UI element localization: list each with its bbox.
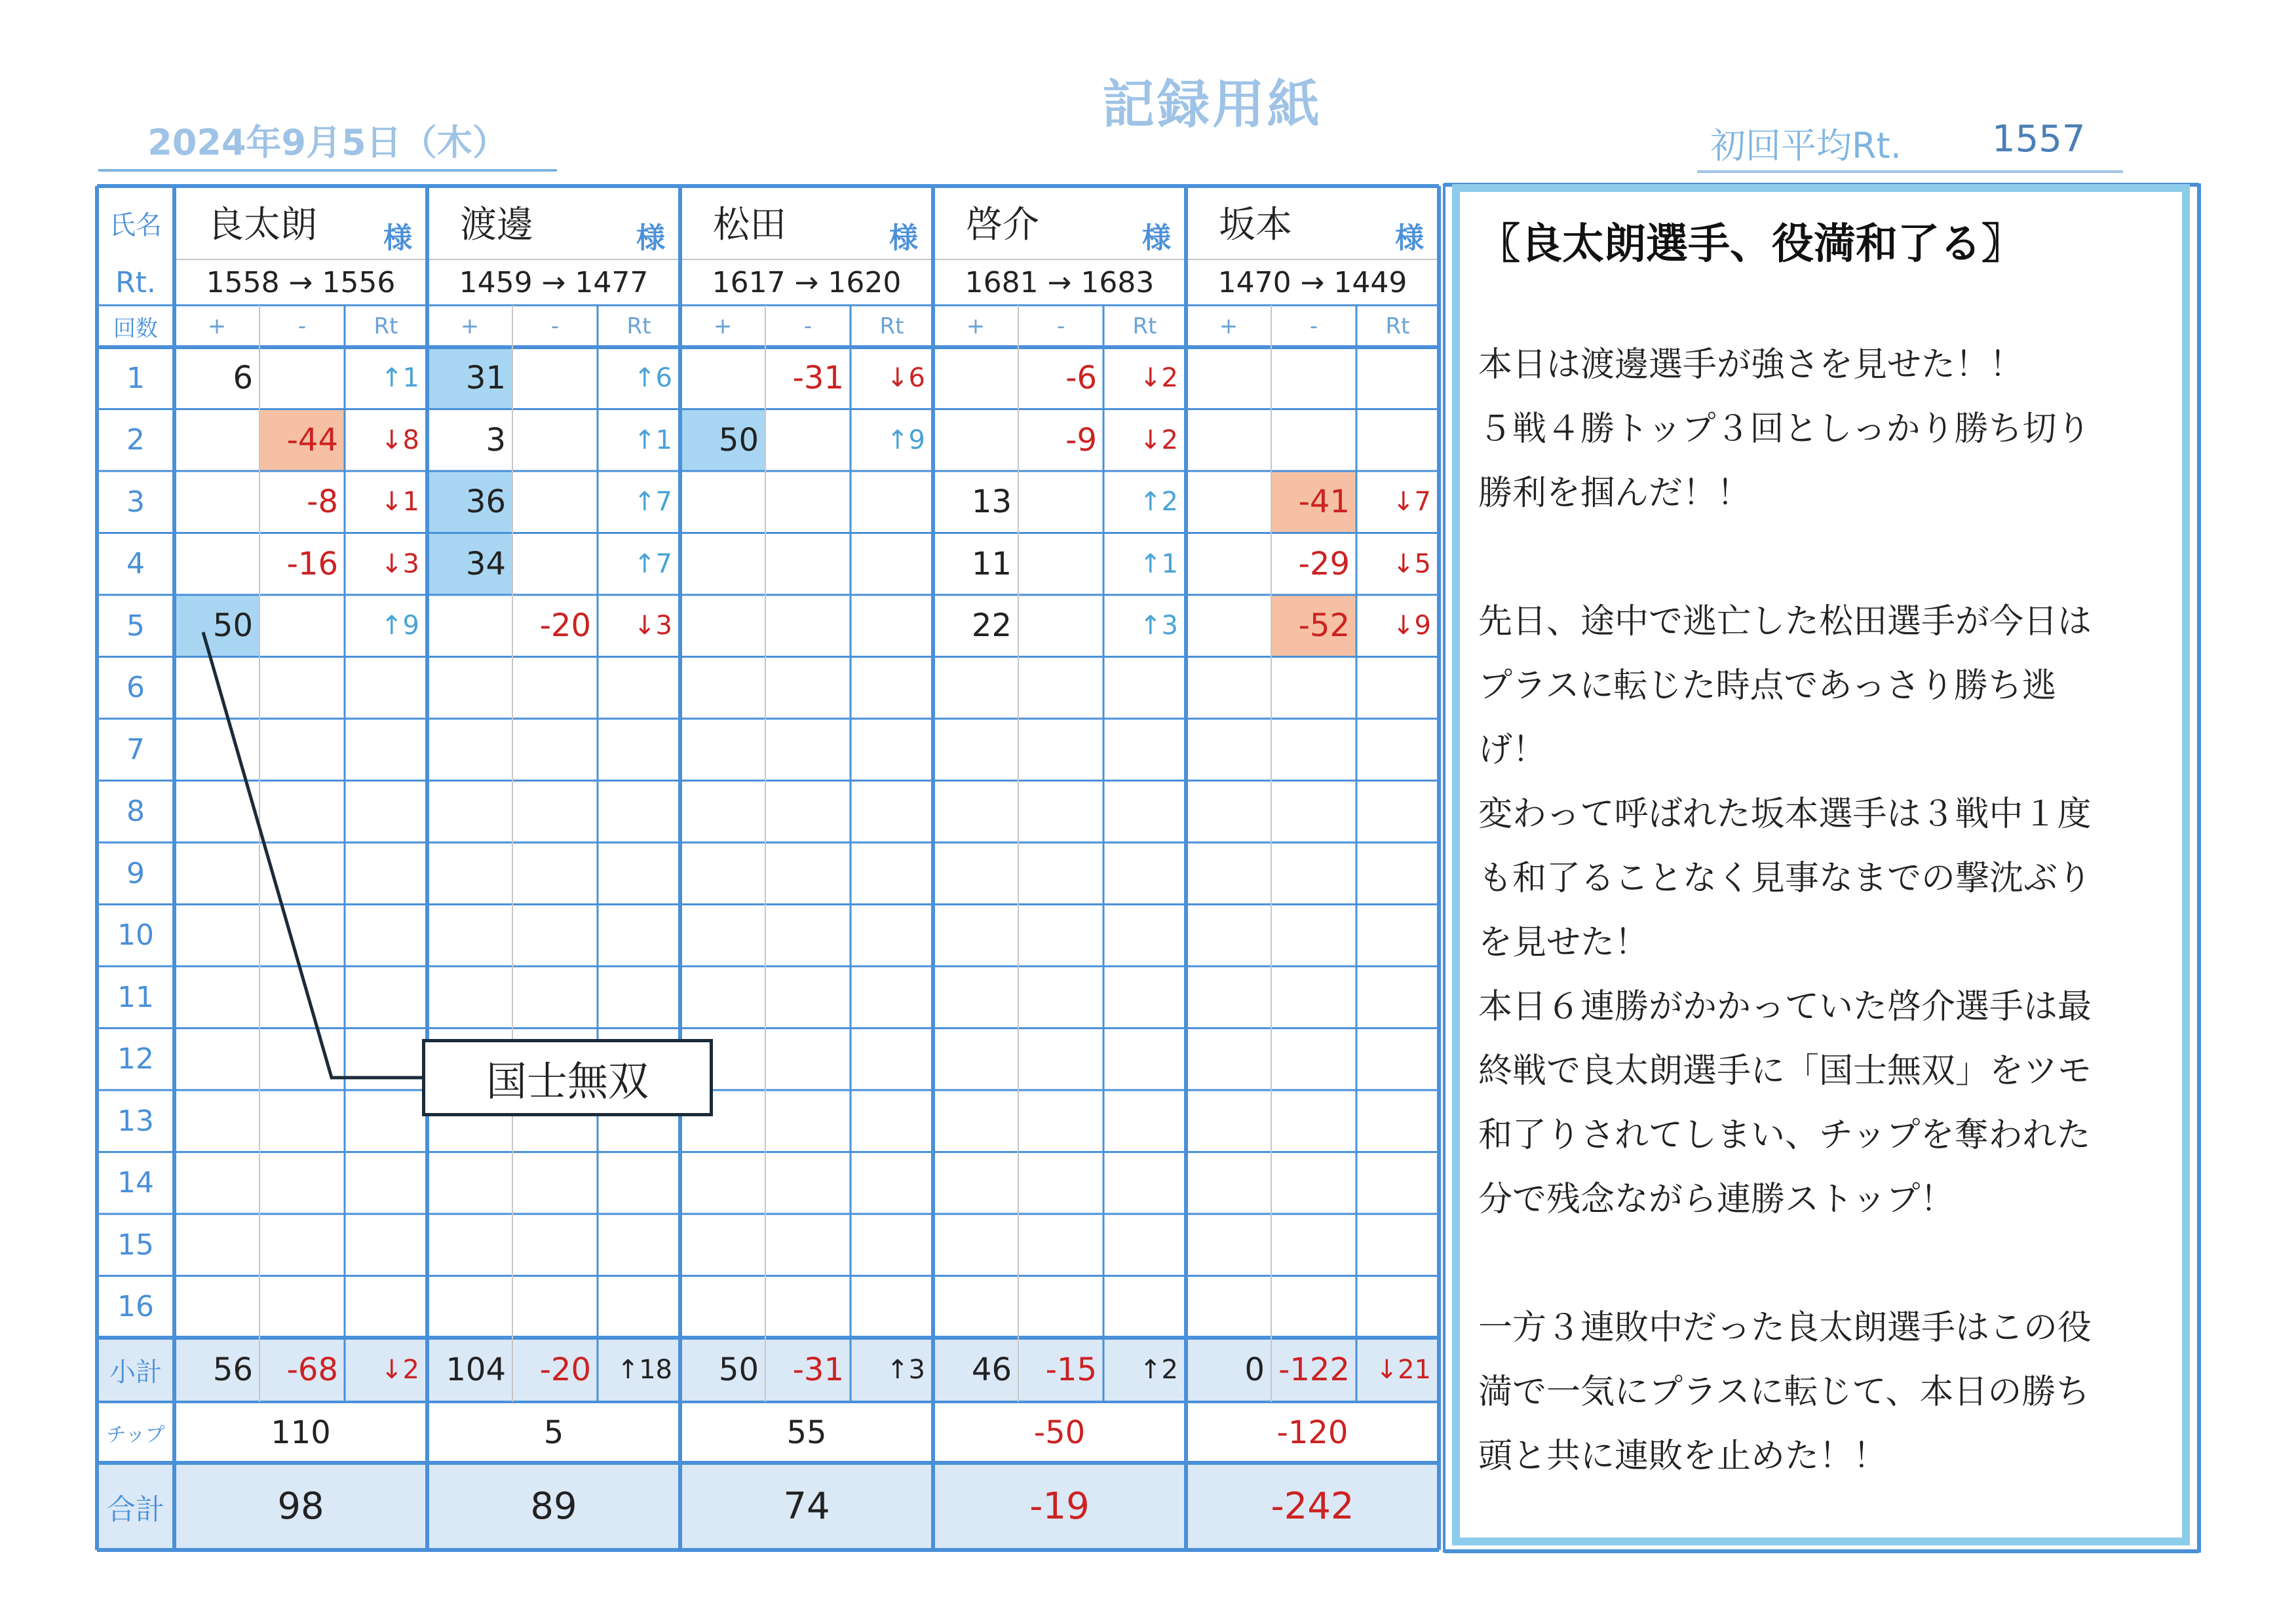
score-plus: 50 xyxy=(212,607,253,645)
subheader-plus: + xyxy=(460,313,480,339)
comment-line: 変わって呼ばれた坂本選手は３戦中１度 xyxy=(1478,795,2092,834)
score-minus: -29 xyxy=(1298,545,1350,582)
subtotal-minus: -122 xyxy=(1278,1351,1350,1388)
rating-delta xyxy=(851,471,933,533)
subheader-rt: Rt xyxy=(1385,313,1410,339)
rating-delta: ↑7 xyxy=(634,548,672,579)
comment-body xyxy=(1478,333,2186,1488)
player-name: 坂本 xyxy=(1219,204,1292,246)
subtotal-rating-delta: ↓2 xyxy=(381,1355,419,1385)
score-plus xyxy=(1186,347,1271,409)
rating-delta: ↓6 xyxy=(887,363,925,394)
round-number: 8 xyxy=(126,795,145,829)
round-number: 11 xyxy=(117,980,154,1014)
score-minus: -9 xyxy=(1065,421,1097,459)
comment-line xyxy=(1478,1232,2186,1296)
player-rating-change: 1470 → 1449 xyxy=(1217,265,1407,299)
comment-line: 分で残念ながら連勝ストップ！ xyxy=(1478,1180,1955,1219)
subtotal-plus: 104 xyxy=(446,1351,506,1388)
subheader-minus: - xyxy=(1056,313,1065,339)
round-number: 14 xyxy=(117,1166,154,1200)
score-minus xyxy=(512,409,598,472)
chip-value: 55 xyxy=(786,1414,827,1451)
honorific-label: 様 xyxy=(889,221,918,255)
rating-delta xyxy=(1356,409,1439,472)
score-plus xyxy=(1186,471,1271,533)
rating-delta: ↓7 xyxy=(1392,487,1431,518)
round-number: 2 xyxy=(126,423,145,457)
total-value: -242 xyxy=(1271,1485,1354,1528)
score-plus xyxy=(174,533,259,595)
comment-line: 満で一気にプラスに転じて、本日の勝ち xyxy=(1478,1372,2090,1412)
rating-delta: ↓8 xyxy=(381,425,419,455)
rating-delta: ↑1 xyxy=(381,363,419,394)
player-rating-change: 1459 → 1477 xyxy=(459,265,649,299)
comment-box xyxy=(1460,191,2186,1538)
honorific-label: 様 xyxy=(636,221,665,255)
score-plus xyxy=(1186,533,1271,595)
label-round: 回数 xyxy=(113,315,158,342)
total-value: -19 xyxy=(1029,1485,1090,1528)
subtotal-minus: -68 xyxy=(286,1351,338,1388)
total-value: 98 xyxy=(277,1485,324,1528)
score-minus: -8 xyxy=(307,483,338,521)
score-minus xyxy=(512,347,598,409)
score-plus xyxy=(933,347,1018,409)
score-plus: 50 xyxy=(718,421,759,459)
score-plus xyxy=(174,471,259,533)
label-rating: Rt. xyxy=(115,265,156,299)
round-number: 3 xyxy=(126,485,145,519)
score-minus: -44 xyxy=(286,421,338,459)
date-label: 2024年9月5日（木） xyxy=(147,122,508,163)
subheader-rt: Rt xyxy=(1132,313,1157,339)
rating-delta: ↑7 xyxy=(634,487,672,518)
subheader-minus: - xyxy=(550,313,560,339)
subheader-rt: Rt xyxy=(879,313,904,339)
rating-delta: ↓3 xyxy=(634,611,672,641)
comment-title: 〖良太朗選手、役満和了る〗 xyxy=(1478,220,2023,269)
score-minus: -41 xyxy=(1298,483,1350,521)
score-plus xyxy=(174,409,259,472)
page-title: 記録用紙 xyxy=(1102,74,1322,135)
chip-value: -120 xyxy=(1276,1414,1349,1451)
score-minus: -20 xyxy=(539,607,591,645)
player-rating-change: 1558 → 1556 xyxy=(206,265,396,299)
comment-line: 頭と共に連敗を止めた！！ xyxy=(1478,1437,1888,1476)
score-plus xyxy=(1186,409,1271,472)
round-number: 5 xyxy=(126,609,145,643)
player-rating-change: 1681 → 1683 xyxy=(965,265,1155,299)
average-rating-value: 1557 xyxy=(1992,118,2086,161)
subtotal-minus: -20 xyxy=(539,1351,591,1388)
chip-value: -50 xyxy=(1033,1414,1086,1451)
subheader-minus: - xyxy=(297,313,307,339)
score-plus xyxy=(1186,595,1271,657)
subtotal-plus: 50 xyxy=(718,1351,759,1388)
round-number: 7 xyxy=(126,732,145,766)
subtotal-rating-delta: ↓21 xyxy=(1375,1355,1431,1385)
round-number: 4 xyxy=(126,547,145,581)
player-name: 啓介 xyxy=(966,204,1039,246)
score-plus: 13 xyxy=(971,483,1012,521)
rating-delta: ↓1 xyxy=(381,487,419,518)
callout-connector xyxy=(203,632,423,1078)
subtotal-rating-delta: ↑2 xyxy=(1139,1355,1178,1385)
score-plus: 6 xyxy=(233,360,253,397)
chip-value: 110 xyxy=(271,1414,331,1451)
score-minus xyxy=(1018,533,1103,595)
rating-delta: ↑1 xyxy=(1139,548,1178,579)
score-minus xyxy=(512,471,598,533)
total-value: 74 xyxy=(783,1485,830,1528)
round-number: 9 xyxy=(126,856,145,890)
round-number: 10 xyxy=(117,918,154,953)
score-plus xyxy=(680,595,765,657)
comment-line: 和了りされてしまい、チップを奪われた xyxy=(1478,1116,2091,1155)
subheader-plus: + xyxy=(1219,313,1238,339)
subheader-minus: - xyxy=(803,313,813,339)
score-minus xyxy=(765,471,851,533)
rating-delta: ↑1 xyxy=(634,425,672,455)
score-minus xyxy=(1271,409,1356,472)
player-rating-change: 1617 → 1620 xyxy=(712,265,902,299)
score-minus xyxy=(259,595,345,657)
comment-line: も和了ることなく見事なまでの撃沈ぶり xyxy=(1478,859,2092,898)
round-number: 6 xyxy=(126,671,145,705)
comment-line: 本日６連勝がかかっていた啓介選手は最 xyxy=(1478,987,2092,1027)
subtotal-plus: 56 xyxy=(212,1351,253,1388)
subheader-plus: + xyxy=(207,313,227,339)
honorific-label: 様 xyxy=(1142,221,1171,255)
score-minus xyxy=(1271,347,1356,409)
score-plus xyxy=(680,347,765,409)
comment-line: 終戦で良太朗選手に「国士無双」をツモ xyxy=(1478,1051,2092,1091)
subtotal-minus: -31 xyxy=(792,1351,844,1388)
comment-line: ５戦４勝トップ３回としっかり勝ち切り xyxy=(1478,409,2091,449)
round-number: 12 xyxy=(117,1042,154,1076)
label-name: 氏名 xyxy=(109,210,162,240)
subtotal-plus: 0 xyxy=(1244,1351,1265,1388)
comment-line: を見せた！ xyxy=(1478,923,1649,962)
comment-line: 勝利を掴んだ！！ xyxy=(1478,474,1751,513)
score-minus xyxy=(512,533,598,595)
round-number: 15 xyxy=(117,1228,154,1262)
honorific-label: 様 xyxy=(1395,221,1424,255)
player-name: 渡邊 xyxy=(460,204,533,246)
rating-delta: ↑6 xyxy=(634,363,672,394)
chip-value: 5 xyxy=(543,1414,564,1451)
rating-delta: ↓2 xyxy=(1139,363,1178,394)
rating-delta: ↑9 xyxy=(887,425,925,455)
comment-line: プラスに転じた時点であっさり勝ち逃 xyxy=(1478,666,2056,706)
subheader-rt: Rt xyxy=(626,313,651,339)
average-rating-label: 初回平均Rt. xyxy=(1710,125,1902,166)
comment-line xyxy=(1478,525,2186,590)
score-minus xyxy=(765,595,851,657)
subtotal-rating-delta: ↑3 xyxy=(887,1355,925,1385)
score-plus: 36 xyxy=(465,483,506,521)
score-minus: -16 xyxy=(286,545,338,582)
rating-delta xyxy=(851,595,933,657)
score-minus: -31 xyxy=(792,360,844,397)
rating-delta: ↓3 xyxy=(381,548,419,579)
total-value: 89 xyxy=(530,1485,577,1528)
subtotal-rating-delta: ↑18 xyxy=(617,1355,672,1385)
comment-line: げ！ xyxy=(1478,730,1547,770)
subheader-rt: Rt xyxy=(373,313,398,339)
comment-line: 本日は渡邊選手が強さを見せた！！ xyxy=(1478,345,2024,385)
round-number: 1 xyxy=(126,361,145,395)
score-minus xyxy=(1018,595,1103,657)
rating-delta: ↓5 xyxy=(1392,548,1431,579)
score-minus xyxy=(765,533,851,595)
player-name: 良太朗 xyxy=(207,204,317,246)
score-plus xyxy=(427,595,512,657)
score-plus: 22 xyxy=(971,607,1012,645)
subtotal-minus: -15 xyxy=(1045,1351,1097,1388)
rating-delta: ↑3 xyxy=(1139,611,1178,641)
score-minus xyxy=(259,347,345,409)
subheader-plus: + xyxy=(966,313,985,339)
honorific-label: 様 xyxy=(383,221,412,255)
round-number: 13 xyxy=(117,1104,154,1138)
score-plus xyxy=(680,471,765,533)
score-minus xyxy=(1018,471,1103,533)
rating-delta xyxy=(851,533,933,595)
rating-delta: ↓9 xyxy=(1392,611,1431,641)
label-chip: チップ xyxy=(106,1423,165,1446)
subheader-plus: + xyxy=(713,313,733,339)
rating-delta xyxy=(1356,347,1439,409)
score-plus: 11 xyxy=(971,545,1012,582)
subheader-minus: - xyxy=(1309,313,1318,339)
score-plus: 31 xyxy=(465,360,506,397)
score-plus xyxy=(933,409,1018,472)
score-minus: -52 xyxy=(1298,607,1350,645)
score-minus: -6 xyxy=(1065,360,1097,397)
comment-line: 一方３連敗中だった良太朗選手はこの役 xyxy=(1478,1308,2092,1348)
rating-delta: ↑9 xyxy=(381,611,419,641)
score-plus: 34 xyxy=(465,545,506,582)
label-total: 合計 xyxy=(107,1492,164,1526)
comment-line: 先日、途中で逃亡した松田選手が今日は xyxy=(1478,602,2092,641)
score-plus: 3 xyxy=(486,421,506,459)
round-number: 16 xyxy=(117,1290,154,1324)
label-subtotal: 小計 xyxy=(109,1357,162,1388)
callout-box: 国士無双 xyxy=(422,1039,713,1116)
score-plus xyxy=(680,533,765,595)
player-name: 松田 xyxy=(713,204,786,246)
score-minus xyxy=(765,409,851,472)
rating-delta: ↓2 xyxy=(1139,425,1178,455)
subtotal-plus: 46 xyxy=(971,1351,1012,1388)
rating-delta: ↑2 xyxy=(1139,487,1178,518)
